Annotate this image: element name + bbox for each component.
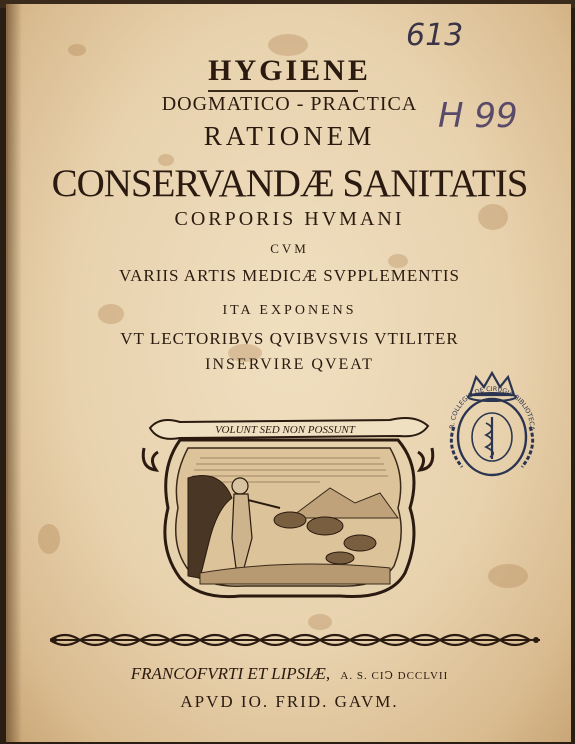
title-vt-lectoribus: VT LECTORIBVS QVIBVSVIS VTILITER: [120, 329, 459, 348]
serpent-icon: [486, 423, 493, 457]
emblem-vignette: [140, 408, 436, 608]
library-stamp: [440, 367, 544, 479]
imprint-place-line: [8, 664, 571, 684]
laurel-left: [451, 427, 462, 467]
title-ita-exponens: ITA EXPONENS: [222, 303, 357, 318]
title-corporis-humani: CORPORIS HVMANI: [174, 208, 405, 230]
handwritten-shelf-number: 613: [406, 18, 464, 53]
ornamental-rule: [50, 630, 540, 650]
subtitle-dogmatico-practica: DOGMATICO - PRACTICA: [161, 93, 418, 115]
stamp-text: R. COLLEGIO DE CIRUGIA BIBLIOTECA: [447, 384, 537, 431]
flourish-left: [143, 448, 158, 470]
flourish-right: [418, 448, 433, 470]
motto-text: VOLUNT SED NON POSSUNT: [215, 424, 355, 436]
imprint-place: FRANCOFVRTI ET LIPSIÆ,: [130, 664, 331, 683]
title-variis-artis: VARIIS ARTIS MEDICÆ SVPPLEMENTIS: [119, 266, 460, 285]
imprint-printer: APVD IO. FRID. GAVM.: [180, 692, 399, 711]
imprint-year: A. S. CIↃ DCCLVII: [340, 670, 449, 682]
title-rule: [208, 90, 358, 92]
title-inservire-queat: INSERVIRE QVEAT: [205, 356, 374, 373]
handwritten-call-mark: H 99: [438, 96, 518, 136]
foxing-spot: [308, 614, 332, 630]
title-hygiene: HYGIENE: [208, 54, 371, 87]
foxing-spot: [268, 34, 308, 56]
foxing-spot: [488, 564, 528, 588]
title-page: [6, 4, 571, 742]
title-rationem: RATIONEM: [203, 121, 376, 151]
laurel-right: [522, 427, 533, 467]
foxing-spot: [38, 524, 60, 554]
title-conservandae-sanitatis: CONSERVANDÆ SANITATIS: [51, 162, 528, 205]
title-cum: CVM: [270, 241, 309, 256]
